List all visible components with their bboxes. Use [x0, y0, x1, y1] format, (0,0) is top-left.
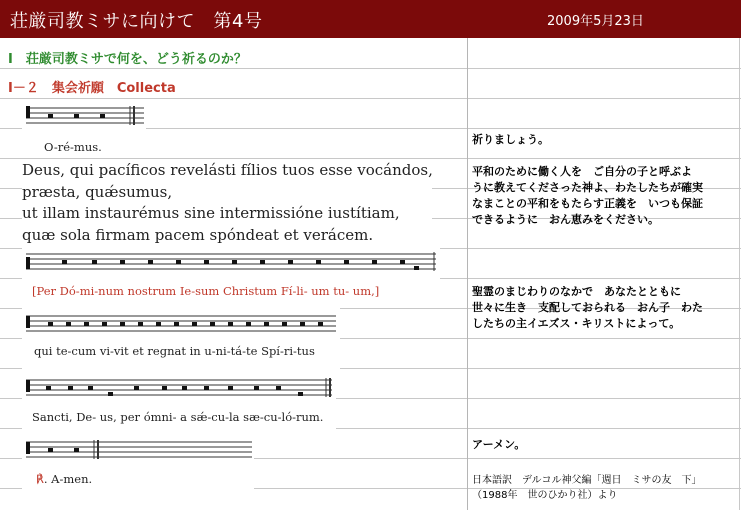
translation-source	[472, 473, 702, 503]
amen-lyric	[36, 472, 92, 486]
translation-line: 世々に生き 支配しておられる おん子 わた	[472, 301, 703, 314]
column-divider	[467, 38, 468, 510]
translation-amen: アーメン。	[472, 438, 526, 451]
per-dominum-lyric: [Per Dó-mi-num nostrum Ie-sum Christum Fí-li- um tu- um,]	[32, 284, 380, 298]
chant-staff	[22, 372, 336, 406]
oremus-lyric: O-ré-mus.	[44, 140, 102, 154]
response-mark: ℟	[36, 472, 44, 486]
latin-prayer	[22, 160, 432, 246]
prayer-line: præsta, quǽsumus,	[22, 182, 173, 201]
section-heading-1: Ⅰ 荘厳司教ミサで何を、どう祈るのか？	[8, 52, 247, 67]
source-line: （1988年 世のひかり社）より	[472, 490, 618, 501]
section-heading-2: Ⅰ－２ 集会祈願 Collecta	[8, 81, 176, 96]
right-border	[739, 38, 740, 510]
translation-line: できるように おん恵みをください。	[472, 213, 659, 226]
chant-staff	[22, 308, 340, 340]
translation-oremus: 祈りましょう。	[472, 133, 549, 146]
qui-tecum-lyric: qui te-cum vi-vit et regnat in u-ni-tá-te Spí-ri-tus	[34, 344, 315, 358]
translation-line: 平和のために働く人を ご自分の子と呼ぶよ	[472, 165, 692, 178]
amen-text: . A-men.	[43, 472, 93, 486]
amen-chant	[22, 434, 254, 490]
sancti-chant	[22, 372, 336, 432]
prayer-line: Deus, qui pacíficos revelásti fílios tuos esse vocándos,	[22, 161, 433, 179]
issue-date: 2009年5月23日	[547, 14, 644, 29]
prayer-line: quæ sola firmam pacem spóndeat et verácem.	[22, 225, 374, 244]
source-line: 日本語訳 デルコル神父編「週日 ミサの友 下」	[472, 475, 702, 486]
translation-line: したちの主イエズス・キリストによって。	[472, 317, 681, 330]
translation-doxology	[472, 284, 703, 332]
translation-line: なまことの平和をもたらす正義を いつも保証	[472, 197, 703, 210]
prayer-line: ut illam instaurémus sine intermissióne iustítiam,	[22, 204, 400, 222]
translation-prayer	[472, 164, 703, 228]
page-title: 荘厳司教ミサに向けて 第4号	[10, 11, 263, 32]
oremus-chant	[22, 100, 146, 158]
chant-staff	[22, 434, 254, 466]
sancti-lyric: Sancti, De- us, per ómni- a sǽ-cu-la sæ-cu-ló-rum.	[32, 410, 324, 424]
qui-tecum-chant	[22, 308, 340, 370]
translation-line: うに教えてくださった神よ、わたしたちが確実	[472, 181, 703, 194]
translation-line: 聖霊のまじわりのなかで あなたとともに	[472, 285, 681, 298]
chant-staff	[22, 100, 146, 132]
header-bar	[0, 0, 741, 38]
chant-staff	[22, 246, 440, 280]
per-dominum-chant	[22, 246, 440, 306]
